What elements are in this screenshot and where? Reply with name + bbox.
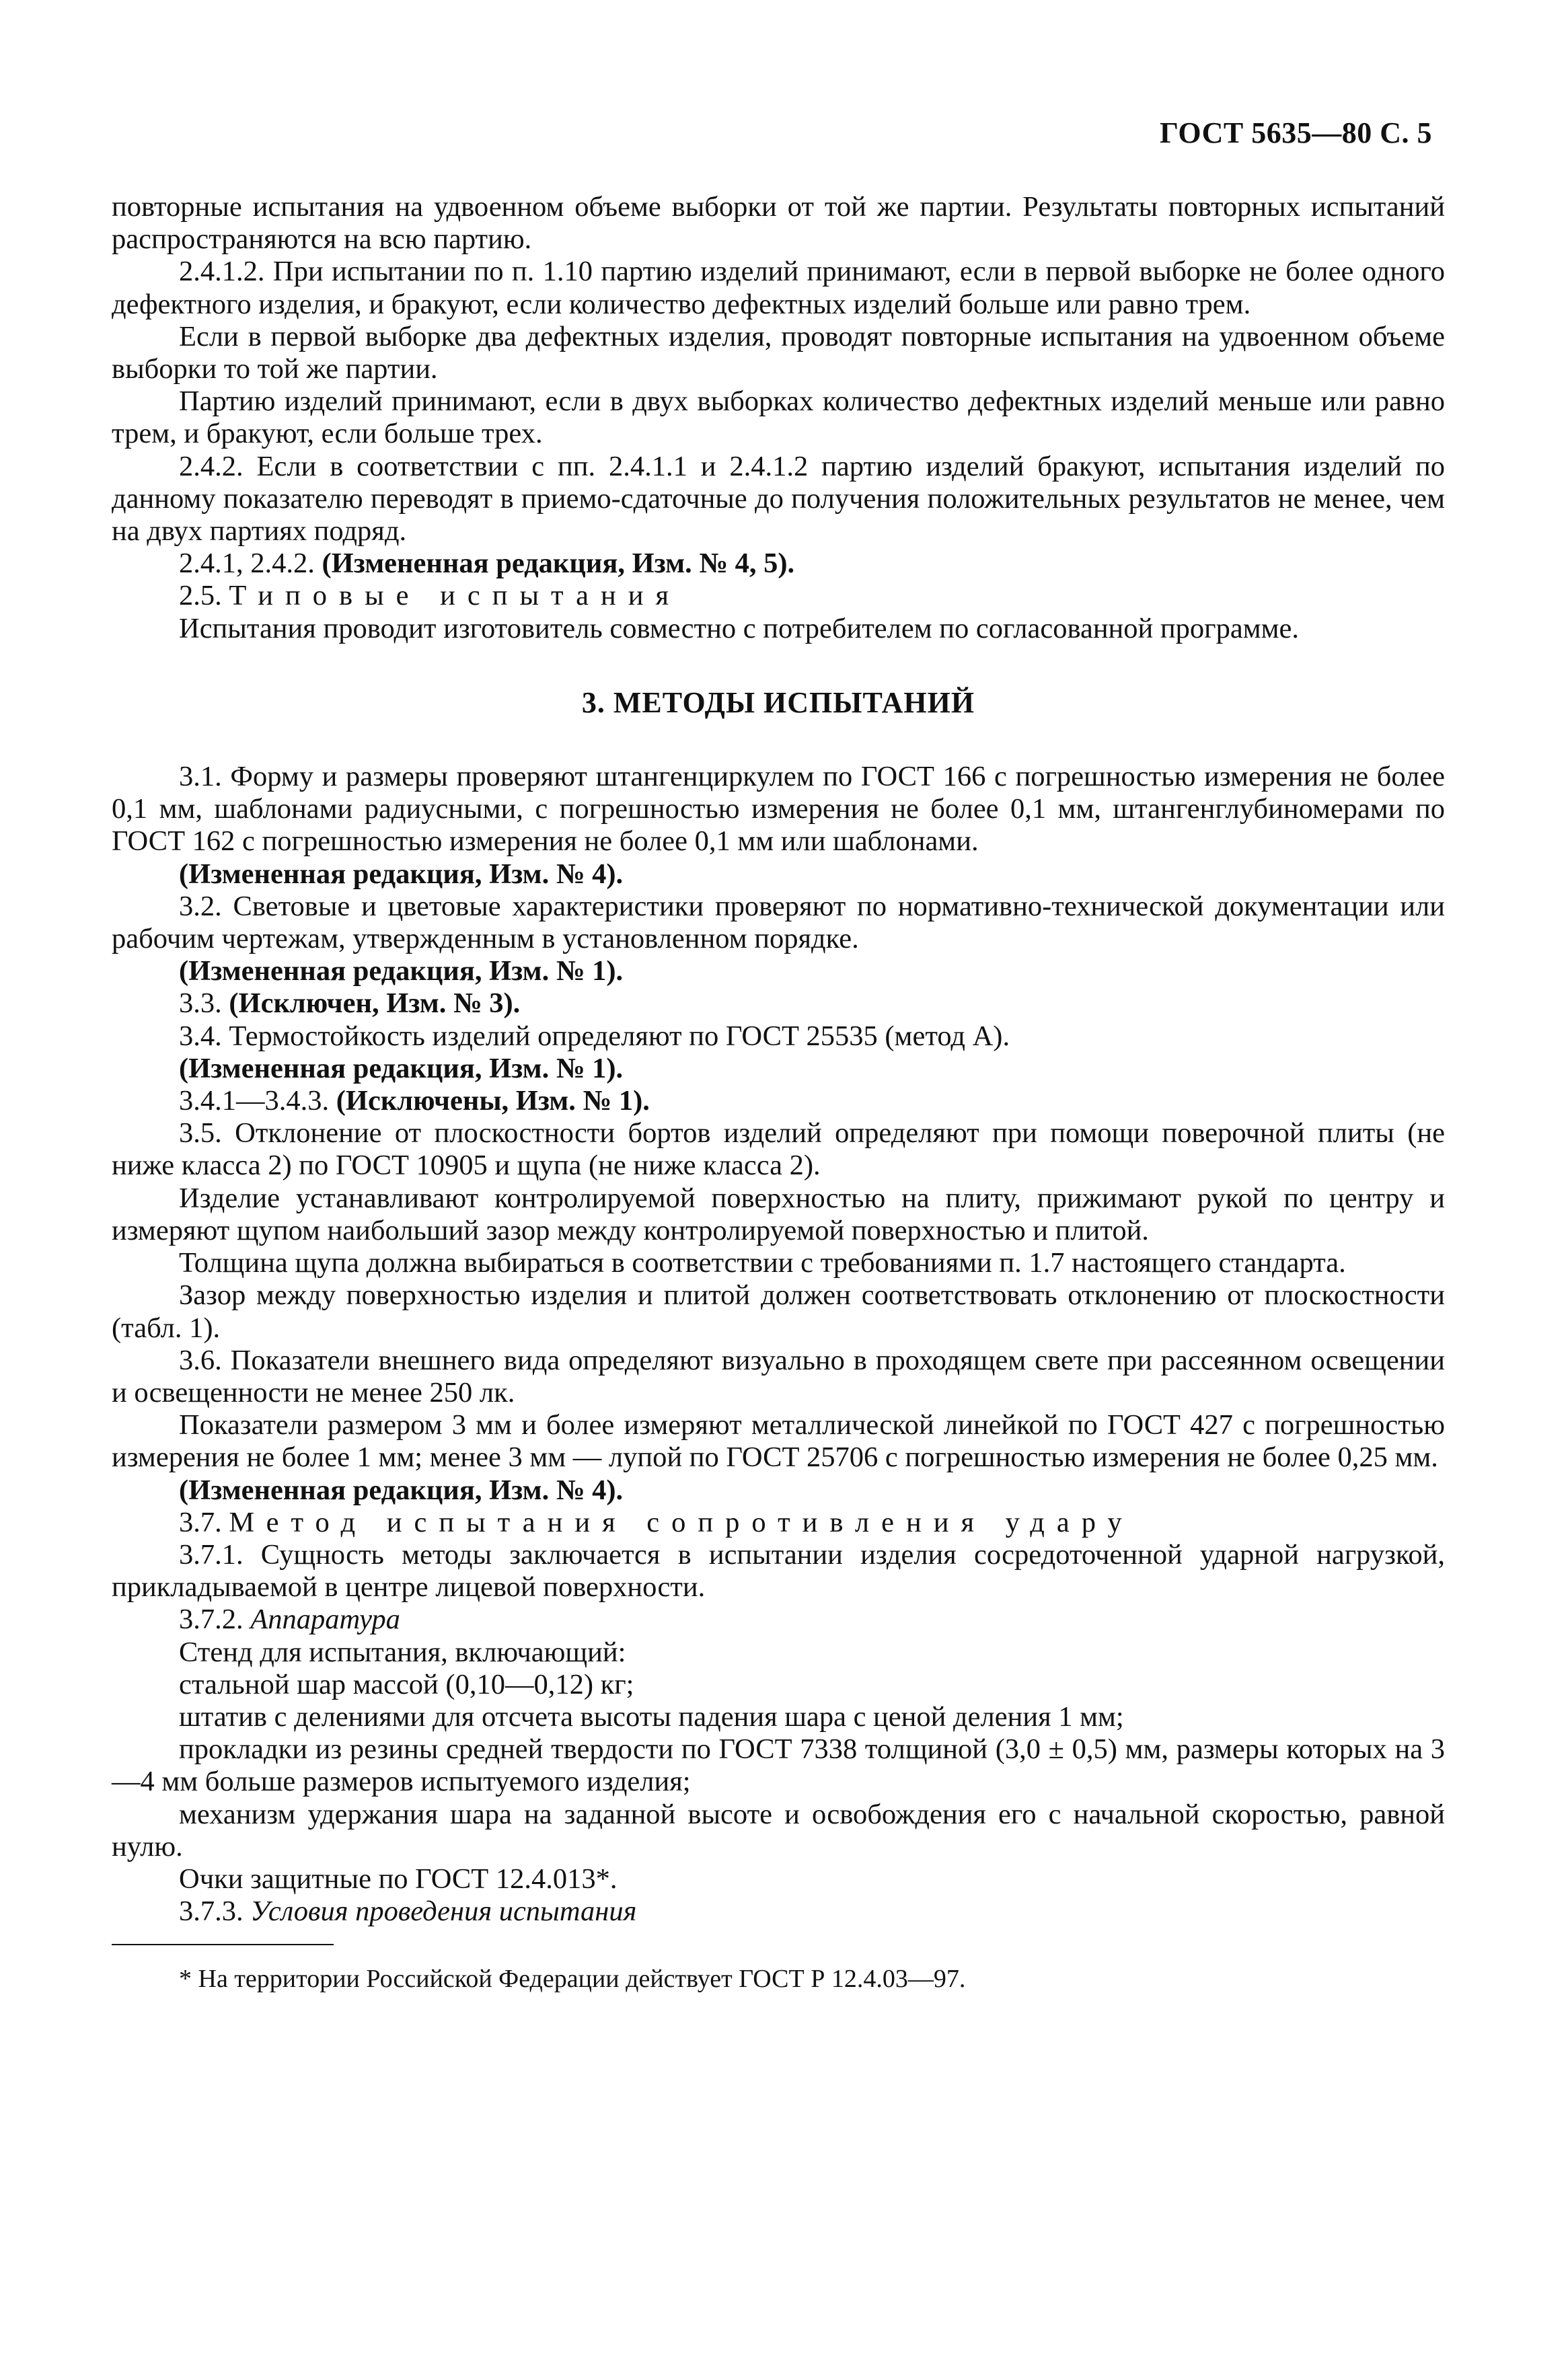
paragraph xyxy=(112,548,1445,580)
clause-number: 3.4.1—3.4.3. xyxy=(179,1085,330,1117)
paragraph: 2.4.2. Если в соответствии с пп. 2.4.1.1 и 2.4.1.2 партию изделий бракуют, испытания изделий по данному показателю переводят в приемо-сдаточные до получения положительных результатов не менее, чем на двух партиях подряд. xyxy=(112,450,1445,548)
paragraph: механизм удержания шара на заданной высоте и освобождения его с начальной скоростью, равной нулю. xyxy=(112,1798,1445,1863)
clause-heading: Типовые испытания xyxy=(229,580,681,612)
footnote: * На территории Российской Федерации действует ГОСТ Р 12.4.03—97. xyxy=(179,1965,966,1994)
paragraph: штатив с делениями для отсчета высоты падения шара с ценой деления 1 мм; xyxy=(179,1700,1124,1733)
paragraph: 2.4.1.2. При испытании по п. 1.10 партию изделий принимают, если в первой выборке не более одного дефектного изделия, и бракуют, если количество дефектных изделий больше или равно трем. xyxy=(112,256,1445,320)
paragraph xyxy=(112,580,1445,612)
clause-number: 2.4.1, 2.4.2. xyxy=(179,548,315,580)
paragraph: 3.7.1. Сущность методы заключается в испытании изделия сосредоточенной ударной нагрузкой, прикладываемой в центре лицевой поверхности. xyxy=(112,1538,1445,1604)
paragraph xyxy=(112,987,1445,1020)
paragraph: 3.1. Форму и размеры проверяют штангенциркулем по ГОСТ 166 с погрешностью измерения не более 0,1 мм, шаблонами радиусными, с погрешностью измерения не более 0,1 мм, штангенглубиномерами по ГОСТ 162 с погрешностью измерения не более 0,1 мм или шаблонами. xyxy=(112,761,1445,858)
amendment-note: (Измененная редакция, Изм. № 4). xyxy=(179,858,624,890)
clause-heading: Метод испытания сопротивления удару xyxy=(229,1506,1134,1538)
amendment-note: (Измененная редакция, Изм. № 4, 5). xyxy=(322,548,795,580)
amendment-note: (Измененная редакция, Изм. № 1). xyxy=(179,955,624,987)
paragraph: Толщина щупа должна выбираться в соответствии с требованиями п. 1.7 настоящего стандарта. xyxy=(179,1247,1346,1279)
paragraph xyxy=(112,1604,1445,1636)
paragraph xyxy=(112,1085,1445,1117)
paragraph: 3.6. Показатели внешнего вида определяют визуально в проходящем свете при рассеянном освещении и освещенности не менее 250 лк. xyxy=(112,1344,1445,1408)
paragraph: 3.4. Термостойкость изделий определяют по ГОСТ 25535 (метод А). xyxy=(179,1020,1010,1052)
paragraph xyxy=(112,1895,1445,1928)
paragraph xyxy=(112,1507,1445,1539)
clause-number: 2.5. xyxy=(179,580,222,612)
paragraph: Стенд для испытания, включающий: xyxy=(179,1636,626,1668)
page-header: ГОСТ 5635—80 С. 5 xyxy=(1159,116,1432,149)
clause-heading: Аппаратура xyxy=(250,1604,400,1636)
document-body xyxy=(112,191,1445,1994)
paragraph: 3.5. Отклонение от плоскостности бортов изделий определяют при помощи поверочной плиты (не ниже класса 2) по ГОСТ 10905 и щупа (не ниже класса 2). xyxy=(112,1117,1445,1182)
clause-heading: Условия проведения испытания xyxy=(250,1895,637,1928)
paragraph: стальной шар массой (0,10—0,12) кг; xyxy=(179,1668,634,1700)
paragraph: Если в первой выборке два дефектных изделия, проводят повторные испытания на удвоенном объеме выборки то той же партии. xyxy=(112,320,1445,385)
amendment-note: (Измененная редакция, Изм. № 4). xyxy=(179,1474,624,1506)
amendment-note: (Исключен, Изм. № 3). xyxy=(229,987,521,1020)
section-title: 3. МЕТОДЫ ИСПЫТАНИЙ xyxy=(581,685,975,719)
clause-number: 3.3. xyxy=(179,987,222,1020)
clause-number: 3.7. xyxy=(179,1506,222,1538)
paragraph: 3.2. Световые и цветовые характеристики проверяют по нормативно-технической документации или рабочим чертежам, утвержденным в установленном порядке. xyxy=(112,890,1445,955)
paragraph: Очки защитные по ГОСТ 12.4.013*. xyxy=(179,1863,618,1895)
clause-number: 3.7.2. xyxy=(179,1604,244,1636)
amendment-note: (Измененная редакция, Изм. № 1). xyxy=(179,1052,624,1084)
paragraph: повторные испытания на удвоенном объеме выборки от той же партии. Результаты повторных испытаний распространяются на всю партию. xyxy=(112,191,1445,256)
paragraph: Изделие устанавливают контролируемой поверхностью на плиту, прижимают рукой по центру и измеряют щупом наибольший зазор между контролируемой поверхностью и плитой. xyxy=(112,1182,1445,1246)
paragraph: Показатели размером 3 мм и более измеряют металлической линейкой по ГОСТ 427 с погрешностью измерения не более 1 мм; менее 3 мм — лупой по ГОСТ 25706 с погрешностью измерения не более 0,25 мм. xyxy=(112,1409,1445,1474)
footnote-divider xyxy=(112,1944,334,1945)
paragraph: Испытания проводит изготовитель совместно с потребителем по согласованной программе. xyxy=(179,612,1299,644)
paragraph: прокладки из резины средней твердости по ГОСТ 7338 толщиной (3,0 ± 0,5) мм, размеры которых на 3—4 мм больше размеров испытуемого изделия; xyxy=(112,1733,1445,1798)
clause-number: 3.7.3. xyxy=(179,1895,244,1928)
paragraph: Партию изделий принимают, если в двух выборках количество дефектных изделий меньше или равно трем, и бракуют, если больше трех. xyxy=(112,385,1445,450)
paragraph: Зазор между поверхностью изделия и плитой должен соответствовать отклонению от плоскостности (табл. 1). xyxy=(112,1279,1445,1344)
amendment-note: (Исключены, Изм. № 1). xyxy=(336,1085,650,1117)
